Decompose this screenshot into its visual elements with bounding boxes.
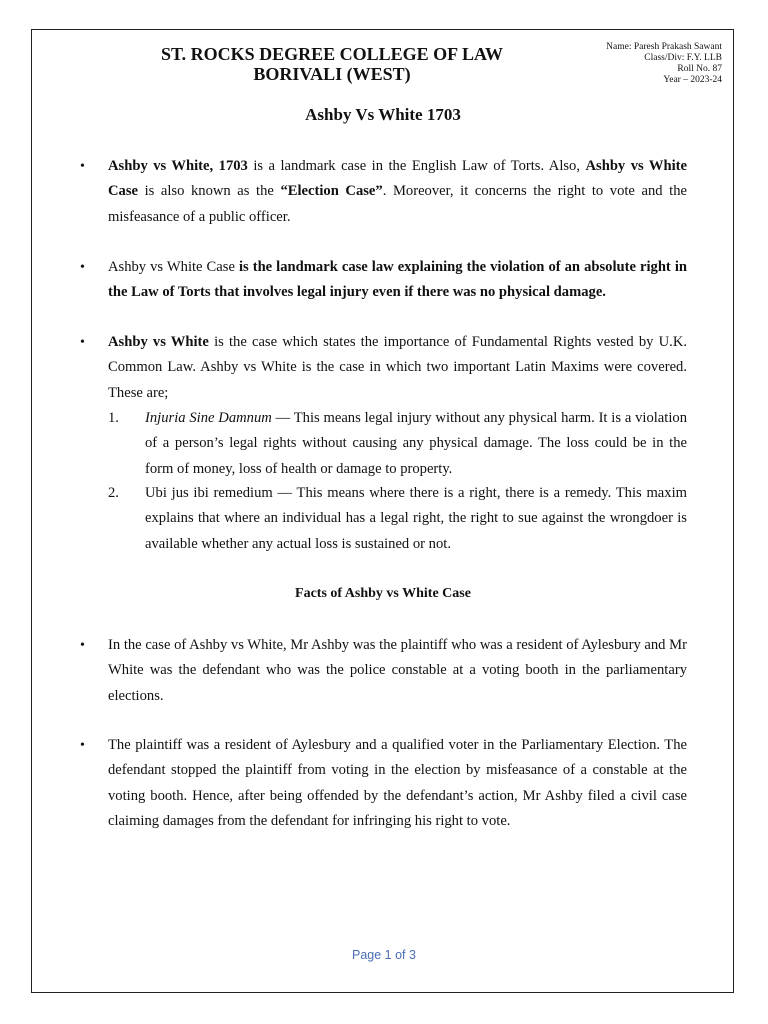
case-name-bold: Ashby vs White, 1703 [108, 158, 248, 174]
case-name-bold: Ashby vs White Case [108, 158, 688, 200]
fact-paragraph: The plaintiff was a resident of Aylesbury and a qualified voter in the Parliamentary Election. The defendant stopped the plaintiff from voting in the election by misfeasance of a constable at the voting booth. Hence, after being offended by the defendant’s action, Mr Ashby filed a civil case claiming damages from the defendant for infringing his right to vote. [108, 737, 687, 829]
page-number: Page 1 of 3 [352, 948, 416, 962]
paragraph-text: is the case which states the importance of Fundamental Rights vested by U.K. Common Law. Ashby vs White is the case in which two important Latin Maxims were covered. These are; [108, 334, 688, 401]
paragraph-text: is also known as the [138, 183, 281, 200]
paragraph-text: . Moreover, it concerns the right to vote and the misfeasance of a public officer. [108, 183, 687, 225]
document-title: Ashby Vs White 1703 [305, 105, 461, 124]
paragraph-absolute-right [108, 255, 687, 306]
maxim-text: — This means legal injury without any physical harm. It is a violation of a person’s legal rights without causing any physical damage. The loss could be in the form of money, loss of health or damage to property. [145, 410, 687, 477]
bullet-icon: • [80, 260, 85, 275]
fact-paragraph: In the case of Ashby vs White, Mr Ashby was the plaintiff who was a resident of Aylesbury and Mr White was the defendant who was the police constable at a voting booth in the parliamentary elections. [108, 637, 687, 704]
maxim-text: Ubi jus ibi remedium — This means where there is a right, there is a remedy. This maxim explains that where an individual has a legal right, the right to sue against the wrongdoer is available whether any actual loss is sustained or not. [145, 485, 687, 552]
student-class: Class/Div: F.Y. LLB [644, 53, 722, 63]
student-roll: Roll No. 87 [677, 64, 722, 74]
paragraph-bold-text: is the landmark case law explaining the violation of an absolute right in the Law of Torts that involves legal injury even if there was no physical damage. [108, 259, 687, 301]
list-number: 1. [108, 410, 119, 426]
bullet-icon: • [80, 638, 85, 653]
bullet-icon: • [80, 335, 85, 350]
maxim-ubi-jus [145, 481, 687, 557]
case-name-bold: Ashby vs White [108, 334, 209, 350]
paragraph-text: is a landmark case in the English Law of Torts. Also, [247, 158, 586, 174]
college-location: BORIVALI (WEST) [253, 64, 411, 84]
paragraph-text: Ashby vs White Case [108, 259, 235, 275]
list-number: 2. [108, 485, 119, 501]
bullet-icon: • [80, 159, 85, 174]
section-heading: Facts of Ashby vs White Case [295, 586, 471, 601]
paragraph-fundamental-rights [108, 330, 687, 406]
paragraph-intro [108, 154, 687, 230]
election-case-bold: “Election Case” [280, 183, 383, 200]
maxim-injuria [145, 406, 687, 482]
college-name: ST. ROCKS DEGREE COLLEGE OF LAW [160, 44, 504, 64]
student-year: Year – 2023-24 [663, 75, 722, 85]
student-name: Name: Paresh Prakash Sawant [606, 42, 722, 52]
maxim-name: Injuria Sine Damnum [145, 410, 272, 426]
student-info [606, 42, 722, 86]
bullet-icon: • [80, 738, 85, 753]
